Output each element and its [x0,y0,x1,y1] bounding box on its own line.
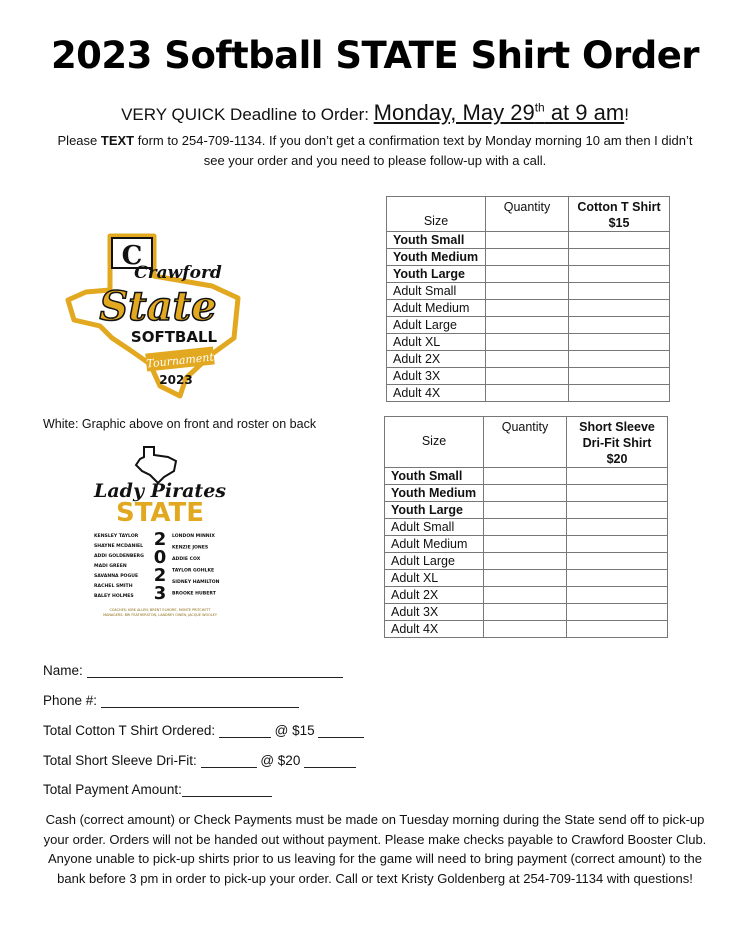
product-cell[interactable] [569,351,670,368]
size-row [387,249,670,266]
product-cell[interactable] [567,553,668,570]
size-label: Adult Medium [387,300,486,317]
size-label: Adult 2X [387,351,486,368]
size-label: Adult Large [387,317,486,334]
roster-name: BALEY HOLMES [94,594,134,599]
size-row [385,570,668,587]
product-cell[interactable] [567,468,668,485]
size-row [385,587,668,604]
payment-total-field[interactable]: Total Payment Amount: [43,782,272,797]
size-row [385,604,668,621]
size-label: Youth Small [387,232,486,249]
size-row [385,621,668,638]
quantity-header: Quantity [486,197,569,232]
quantity-cell[interactable] [484,553,567,570]
product-cell[interactable] [569,368,670,385]
size-label: Adult Medium [385,536,484,553]
drifit-total-field[interactable]: Total Short Sleeve Dri-Fit: @ $20 [43,753,356,768]
quantity-cell[interactable] [486,351,569,368]
logo-letter: C [121,241,143,271]
year-digit: 3 [153,583,167,604]
size-row [387,351,670,368]
product-cell[interactable] [569,317,670,334]
product-cell[interactable] [567,519,668,536]
payment-blank[interactable] [182,782,272,797]
roster-name: SIDNEY HAMILTON [172,580,220,585]
quantity-cell[interactable] [486,232,569,249]
quantity-cell[interactable] [484,468,567,485]
logo-word-tournament: Tournament [145,350,215,371]
size-header: Size [385,417,484,468]
graphic-title-state: STATE [115,498,205,528]
size-row [387,317,670,334]
size-row [387,385,670,402]
quantity-cell[interactable] [484,587,567,604]
roster-name: ADDI GOLDENBERG [94,554,144,559]
product-cell[interactable] [569,249,670,266]
quantity-cell[interactable] [486,368,569,385]
size-label: Adult 2X [385,587,484,604]
size-row [387,232,670,249]
product-cell[interactable] [567,485,668,502]
logo-word-crawford: Crawford [134,263,222,283]
product-cell[interactable] [567,587,668,604]
product-cell[interactable] [569,266,670,283]
size-label: Adult Small [387,283,486,300]
product-cell[interactable] [567,502,668,519]
size-label: Youth Large [387,266,486,283]
size-row [387,368,670,385]
logo-word-softball: SOFTBALL [130,328,218,346]
size-label: Adult XL [385,570,484,587]
quantity-cell[interactable] [486,385,569,402]
quantity-cell[interactable] [484,485,567,502]
size-label: Youth Medium [385,485,484,502]
size-row [385,536,668,553]
payment-instructions: Cash (correct amount) or Check Payments must be made on Tuesday morning during the State send off to pick-up your order. Orders will not be handed out without payment. Please make checks payable to Crawford Booster Club. Anyone unable to pick-up shirts prior to us leaving for the game will need to bring payment (correct amount) to the bank before 3 pm in order to pick-up your order. Call or text Kristy Goldenberg at 254-709-1134 with questions! [43,812,707,886]
size-label: Adult Large [385,553,484,570]
graphic-coaches: COACHES: KIRK ALLEN, BRENT ELMORE, MONTE PRITCHETT [109,608,211,612]
name-blank[interactable] [87,663,343,678]
size-label: Adult 4X [387,385,486,402]
year-digit: 2 [153,529,167,550]
size-label: Adult 3X [387,368,486,385]
size-label: Youth Large [385,502,484,519]
quantity-cell[interactable] [484,621,567,638]
logo-word-state: State [99,283,217,330]
roster-name: SAVANNA POGUE [94,574,139,579]
quantity-cell[interactable] [484,502,567,519]
size-label: Adult 4X [385,621,484,638]
size-row [385,553,668,570]
roster-name: MADI GREEN [94,564,127,569]
size-label: Adult 3X [385,604,484,621]
pirate-texas-icon [136,447,176,483]
size-row [387,300,670,317]
drifit-qty-blank[interactable] [201,753,257,768]
quantity-cell[interactable] [484,604,567,621]
year-digit: 0 [153,547,167,568]
size-header: Size [387,197,486,232]
cotton-amount-blank[interactable] [318,723,364,738]
logo-year: 2023 [159,373,193,387]
drifit-amount-blank[interactable] [304,753,356,768]
product-cell[interactable] [569,385,670,402]
quantity-cell[interactable] [484,519,567,536]
deadline-line: VERY QUICK Deadline to Order: Monday, May 29th at 9 am! [121,100,629,125]
product-cell[interactable] [567,621,668,638]
phone-blank[interactable] [101,693,299,708]
crawford-state-logo [62,228,252,400]
size-label: Youth Medium [387,249,486,266]
cotton-order-table [386,196,670,402]
size-label: Youth Small [385,468,484,485]
quantity-cell[interactable] [486,266,569,283]
size-row [387,283,670,300]
graphic-title-lady-pirates: Lady Pirates [94,480,226,502]
size-label: Adult Small [385,519,484,536]
size-label: Adult XL [387,334,486,351]
roster-name: SHAYNE MCDANIEL [94,544,144,549]
year-digit: 2 [153,565,167,586]
size-row [385,468,668,485]
size-row [385,485,668,502]
size-row [387,334,670,351]
product-header: Short Sleeve Dri-Fit Shirt $20 [567,417,668,468]
quantity-cell[interactable] [486,334,569,351]
size-row [387,266,670,283]
roster-name: KENSLEY TAYLOR [94,534,139,539]
product-cell[interactable] [569,300,670,317]
lady-pirates-roster-graphic [88,441,233,619]
product-header: Cotton T Shirt $15 [569,197,670,232]
product-cell[interactable] [569,232,670,249]
quantity-cell[interactable] [486,317,569,334]
product-cell[interactable] [567,604,668,621]
size-row [385,502,668,519]
quantity-header: Quantity [484,417,567,468]
roster-name: TAYLOR GOHLKE [172,568,215,574]
product-cell[interactable] [569,334,670,351]
product-cell[interactable] [567,570,668,587]
quantity-cell[interactable] [486,283,569,300]
roster-name: KENZIE JONES [172,545,209,551]
graphic-caption: White: Graphic above on front and roster on back [43,417,317,431]
roster-name: LONDON MINNIX [172,534,215,539]
instructions: Please TEXT form to 254-709-1134. If you don’t get a confirmation text by Monday morning 10 am then I didn’t see your order and you need to please follow-up with a call. [57,133,693,168]
name-field[interactable]: Name: [43,663,343,678]
cotton-total-field[interactable]: Total Cotton T Shirt Ordered: @ $15 [43,723,364,738]
product-cell[interactable] [567,536,668,553]
roster-name: BROOKE HUBERT [172,591,216,597]
graphic-managers: MANAGERS: BRI FEATHERSTON, LANDREY OWEN, JACQUE WOOLEY [103,613,217,617]
roster-name: RACHEL SMITH [94,584,133,589]
page-title: 2023 Softball STATE Shirt Order [50,34,700,77]
roster-name: ADDIE COX [172,557,201,562]
product-cell[interactable] [569,283,670,300]
quantity-cell[interactable] [484,536,567,553]
deadline-date: Monday, May 29th at 9 am [373,100,625,125]
size-row [385,519,668,536]
phone-field[interactable]: Phone #: [43,693,299,708]
drifit-order-table [384,416,668,638]
quantity-cell[interactable] [486,300,569,317]
cotton-qty-blank[interactable] [219,723,271,738]
quantity-cell[interactable] [484,570,567,587]
quantity-cell[interactable] [486,249,569,266]
